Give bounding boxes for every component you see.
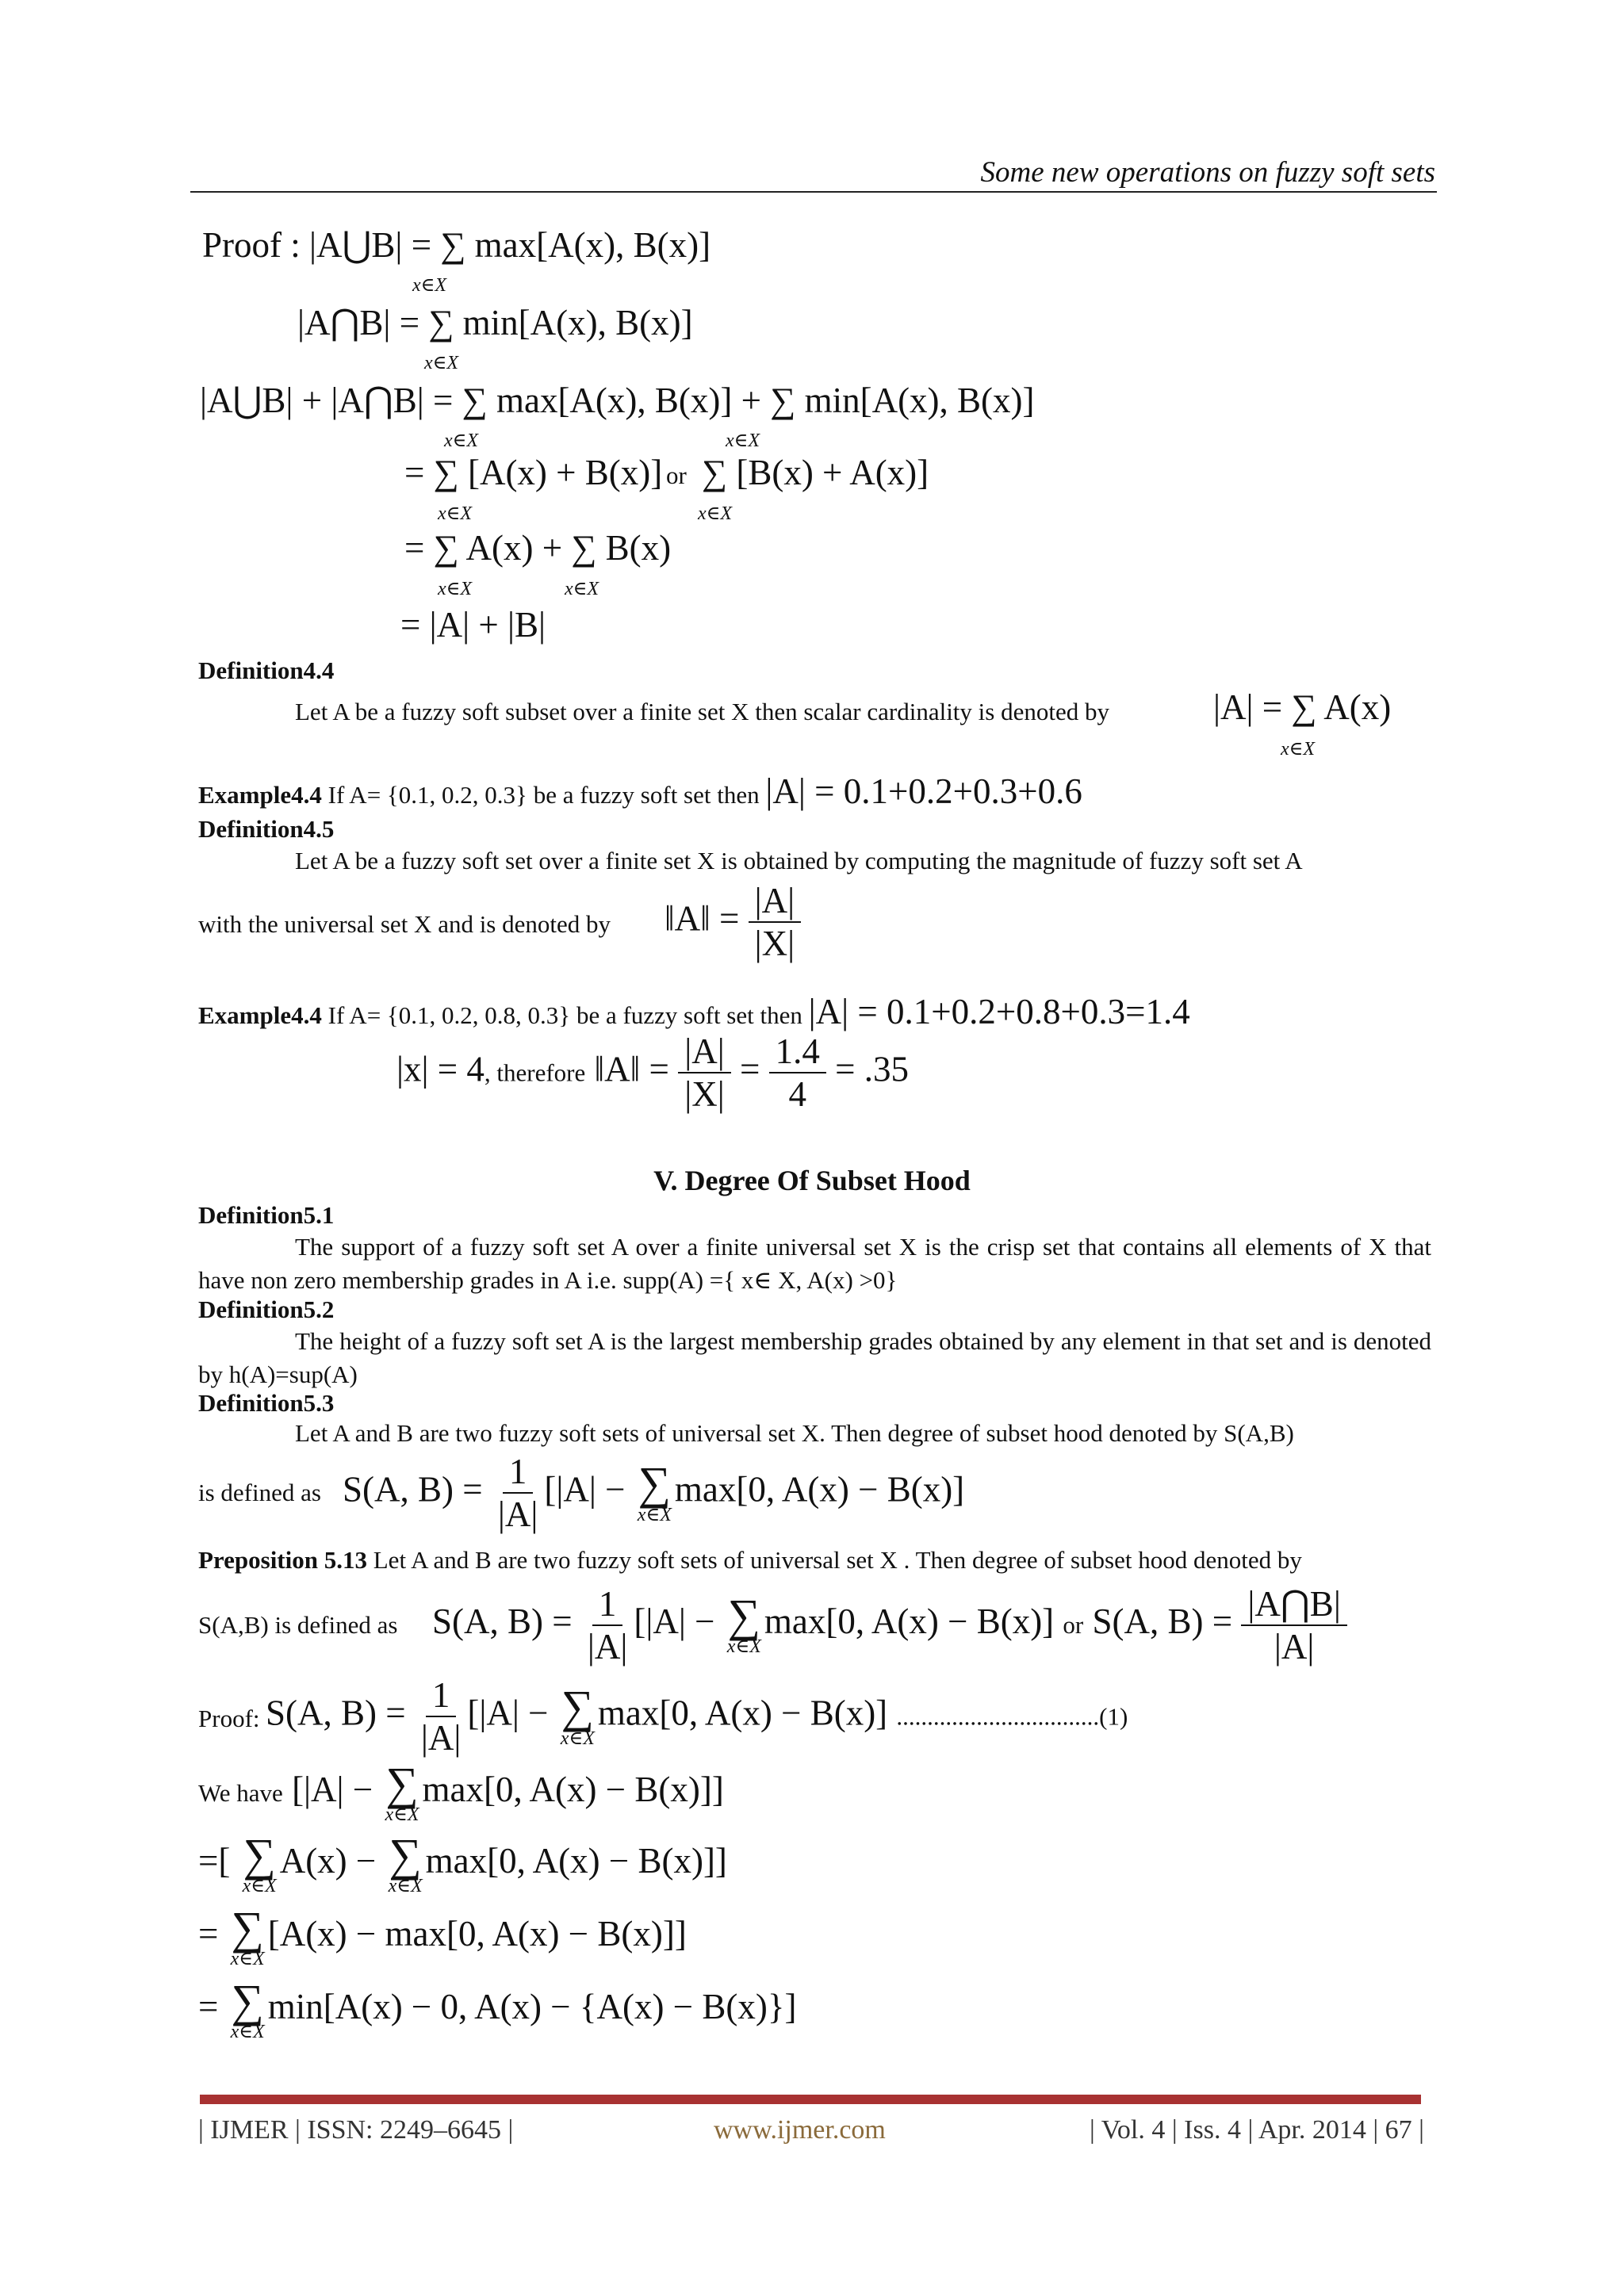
proof2-s3-limit: x∈X xyxy=(230,2022,265,2043)
def45-num: |A| xyxy=(749,880,802,923)
def45-lhs: ‖A‖ = xyxy=(665,898,740,939)
example44b-num1: |A| xyxy=(678,1031,731,1073)
proof2-step1 xyxy=(198,1829,727,1897)
proof-line-2: |A⋂B| = ∑ min[A(x), B(x)] xyxy=(297,303,693,342)
def45-line1: Let A be a fuzzy soft set over a finite set X is obtained by computing the magnitude of fuzzy soft set A xyxy=(295,847,1303,874)
def51-heading: Definition5.1 xyxy=(198,1201,335,1229)
proof2-s1-sum2 xyxy=(388,1829,423,1897)
proof2-we-have-label: We have xyxy=(198,1778,283,1807)
proof2-s1-sigma2: ∑ xyxy=(389,1829,422,1881)
prep513-text: Let A and B are two fuzzy soft sets of universal set X . Then degree of subset hood denoted by xyxy=(373,1546,1302,1574)
example44b-text: If A= {0.1, 0.2, 0.8, 0.3} be a fuzzy soft set then xyxy=(327,1001,802,1029)
proof2-s1-limit2: x∈X xyxy=(388,1876,423,1897)
def44-limit: x∈X xyxy=(1281,739,1316,760)
def53-den: |A| xyxy=(497,1494,538,1534)
proof-line-1-limit: x∈X xyxy=(412,275,447,296)
prep513-num2: |A⋂B| xyxy=(1241,1582,1346,1626)
def52-text: The height of a fuzzy soft set A is the largest membership grades obtained by any element in that set and is denoted by h(A)=sup(A) xyxy=(198,1327,1431,1388)
example44b-frac1 xyxy=(678,1031,731,1115)
footer-rule xyxy=(200,2095,1421,2104)
proof2-s1-a: =[ xyxy=(198,1840,231,1881)
example44b-norm: ‖A‖ = xyxy=(594,1049,669,1089)
def53-limit: x∈X xyxy=(637,1504,672,1525)
prep513-line1 xyxy=(198,1546,1302,1575)
prep513-lhs2: S(A, B) = xyxy=(1092,1601,1233,1641)
prep513-sigma: ∑ xyxy=(727,1589,761,1641)
prep513-lhs: S(A, B) = xyxy=(432,1601,573,1641)
prep513-limit: x∈X xyxy=(726,1636,761,1658)
example44a xyxy=(198,771,1082,812)
header-rule xyxy=(190,191,1437,193)
proof2-s1-b: A(x) − xyxy=(279,1840,377,1881)
proof2-rhs-b: max[0, A(x) − B(x)] xyxy=(597,1693,888,1733)
example44b-num2: 1.4 xyxy=(769,1031,826,1073)
example44b-formula: |A| = 0.1+0.2+0.8+0.3=1.4 xyxy=(808,992,1190,1031)
proof2-lhs: S(A, B) = xyxy=(266,1693,406,1733)
example44b-eq: = xyxy=(739,1049,760,1089)
proof-line-1 xyxy=(202,224,710,266)
def53-is-defined: is defined as xyxy=(198,1479,321,1506)
example44b xyxy=(198,991,1190,1032)
prep513-rhs-a: [|A| − xyxy=(634,1601,715,1641)
def53-text: Let A and B are two fuzzy soft sets of universal set X. Then degree of subset hood denoted by S(A,B) xyxy=(295,1419,1294,1447)
footer-volume: | Vol. 4 | Iss. 4 | Apr. 2014 | 67 | xyxy=(1090,2115,1424,2145)
proof2-s3-b: min[A(x) − 0, A(x) − {A(x) − B(x)}] xyxy=(267,1986,797,2026)
proof-line-4-limit-b: x∈X xyxy=(698,503,733,524)
proof-line-4-or: or xyxy=(666,461,687,489)
proof-line-4a: = ∑ [A(x) + B(x)] xyxy=(404,453,663,492)
proof-line-4-limit-a: x∈X xyxy=(438,503,473,524)
prep513-rhs-b: max[0, A(x) − B(x)] xyxy=(764,1601,1055,1641)
def45-heading: Definition4.5 xyxy=(198,815,335,843)
def45-den: |X| xyxy=(754,924,795,963)
footer-journal: | IJMER | ISSN: 2249–6645 | xyxy=(198,2115,514,2145)
proof2-label: Proof: xyxy=(198,1705,260,1732)
proof2-s3-a: = xyxy=(198,1986,219,2026)
proof2-sum xyxy=(560,1681,595,1749)
prep513-den2: |A| xyxy=(1274,1627,1315,1667)
example44a-text: If A= {0.1, 0.2, 0.3} be a fuzzy soft set then xyxy=(327,781,760,809)
example44b-calc xyxy=(396,1031,909,1115)
example44b-den2: 4 xyxy=(788,1074,806,1114)
prep513-or: or xyxy=(1063,1610,1084,1639)
proof2-formula xyxy=(266,1674,1128,1758)
proof2-dots: .................................(1) xyxy=(896,1702,1128,1731)
prep513-sum xyxy=(726,1589,761,1658)
def53-num: 1 xyxy=(503,1451,534,1494)
proof2-s3-sigma: ∑ xyxy=(231,1975,264,2026)
running-title: Some new operations on fuzzy soft sets xyxy=(980,156,1435,189)
proof2-step2 xyxy=(198,1902,687,1970)
proof2-wh-sigma: ∑ xyxy=(385,1758,419,1809)
def53-lhs: S(A, B) = xyxy=(343,1469,483,1510)
def45-line2: with the universal set X and is denoted by xyxy=(198,910,611,938)
proof2-fraction xyxy=(415,1674,468,1758)
def53-fraction xyxy=(492,1451,545,1535)
proof2-limit: x∈X xyxy=(560,1728,595,1749)
proof2-wh-a: [|A| − xyxy=(292,1769,373,1809)
proof2-rhs-a: [|A| − xyxy=(467,1693,549,1733)
proof2-s2-sum xyxy=(230,1902,265,1970)
proof2-wh-b: max[0, A(x) − B(x)]] xyxy=(422,1769,724,1809)
def44-formula: |A| = ∑ A(x) xyxy=(1213,687,1392,727)
proof-line-5: = ∑ A(x) + ∑ B(x) xyxy=(404,528,672,568)
proof2-den: |A| xyxy=(420,1718,462,1758)
proof-line-3: |A⋃B| + |A⋂B| = ∑ max[A(x), B(x)] + ∑ min[A(x), B(x)] xyxy=(200,381,1035,420)
proof2-s3-sum xyxy=(230,1975,265,2043)
section-5-title: V. Degree Of Subset Hood xyxy=(653,1165,971,1196)
proof-line-2-limit: x∈X xyxy=(424,353,459,373)
proof2-num: 1 xyxy=(426,1674,457,1717)
def45-fraction xyxy=(749,880,802,964)
example44b-result: = .35 xyxy=(835,1049,909,1089)
def45-formula xyxy=(665,880,801,964)
prep513-formula xyxy=(432,1582,1347,1667)
def53-sigma: ∑ xyxy=(638,1457,672,1510)
example44b-therefore: , therefore xyxy=(484,1058,586,1087)
footer-website-link[interactable]: www.ijmer.com xyxy=(714,2115,886,2145)
example44b-frac2 xyxy=(769,1031,826,1115)
proof2-s2-limit: x∈X xyxy=(230,1949,265,1970)
proof-line-6: = |A| + |B| xyxy=(400,605,546,645)
prep513-is-defined: S(A,B) is defined as xyxy=(198,1611,398,1639)
prep513-den: |A| xyxy=(587,1626,628,1667)
def53-formula xyxy=(343,1451,964,1535)
proof-line-1-text: Proof : |A⋃B| = ∑ max[A(x), B(x)] xyxy=(202,225,711,265)
example44a-formula: |A| = 0.1+0.2+0.3+0.6 xyxy=(765,771,1082,811)
prep513-label: Preposition 5.13 xyxy=(198,1546,367,1574)
proof2-s2-sigma: ∑ xyxy=(231,1902,264,1954)
def53-rhs-b: max[0, A(x) − B(x)] xyxy=(674,1469,965,1510)
proof2-s1-sigma1: ∑ xyxy=(243,1829,276,1881)
example44b-den1: |X| xyxy=(684,1074,725,1114)
proof2-we-have xyxy=(198,1758,724,1826)
proof2-s2-a: = xyxy=(198,1913,219,1954)
def44-heading: Definition4.4 xyxy=(198,656,335,684)
example44a-label: Example4.4 xyxy=(198,781,322,809)
proof2-s2-b: [A(x) − max[0, A(x) − B(x)]] xyxy=(267,1913,687,1954)
def44-text: Let A be a fuzzy soft subset over a finite set X then scalar cardinality is denoted by xyxy=(295,698,1109,725)
example44b-lhs: |x| = 4 xyxy=(396,1049,485,1089)
proof2-s1-c: max[0, A(x) − B(x)]] xyxy=(425,1840,727,1881)
def53-heading: Definition5.3 xyxy=(198,1389,335,1417)
proof2-s1-limit1: x∈X xyxy=(242,1876,277,1897)
proof-line-3-limit-b: x∈X xyxy=(726,430,760,451)
proof-line-4b: ∑ [B(x) + A(x)] xyxy=(702,453,929,492)
proof2-s1-sum1 xyxy=(242,1829,277,1897)
proof2-wh-sum xyxy=(385,1758,419,1826)
prep513-fraction xyxy=(581,1583,634,1667)
proof-line-5-limit-b: x∈X xyxy=(565,579,599,599)
proof-line-5-limit-a: x∈X xyxy=(438,579,473,599)
example44b-label: Example4.4 xyxy=(198,1001,322,1029)
proof2-step3 xyxy=(198,1975,797,2043)
def53-sum xyxy=(637,1457,672,1525)
proof-line-3-limit-a: x∈X xyxy=(444,430,479,451)
proof2-sigma: ∑ xyxy=(561,1681,595,1733)
prep513-fraction2 xyxy=(1241,1582,1346,1667)
def53-rhs-a: [|A| − xyxy=(544,1469,626,1510)
prep513-num: 1 xyxy=(592,1583,623,1626)
proof2-wh-limit: x∈X xyxy=(385,1804,419,1826)
def52-heading: Definition5.2 xyxy=(198,1295,335,1323)
def51-text: The support of a fuzzy soft set A over a finite universal set X is the crisp set that contains all elements of X that have non zero membership grades in A i.e. supp(A) ={ x∈ X, A(x) >0} xyxy=(198,1233,1431,1294)
